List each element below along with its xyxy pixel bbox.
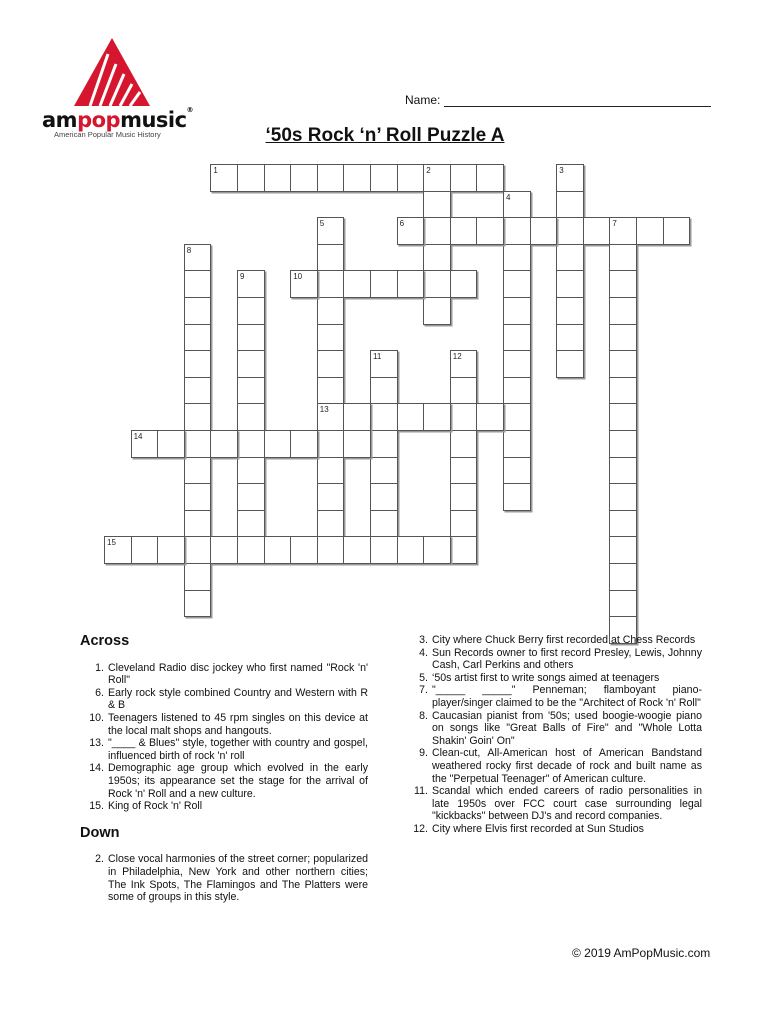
grid-cell[interactable]	[609, 590, 637, 618]
grid-cell[interactable]	[423, 403, 451, 431]
clue-across-1	[80, 662, 368, 687]
grid-cell[interactable]	[556, 191, 584, 219]
grid-cell-number: 10	[293, 272, 303, 282]
clue-text: Cleveland Radio disc jockey who first named "Rock 'n' Roll"	[108, 661, 368, 687]
grid-cell[interactable]	[503, 403, 531, 431]
grid-cell[interactable]	[397, 164, 425, 192]
grid-cell[interactable]	[450, 377, 478, 405]
grid-cell[interactable]	[503, 191, 531, 219]
clue-text: King of Rock 'n' Roll	[108, 800, 203, 813]
grid-cell[interactable]	[237, 403, 265, 431]
grid-cell-number: 4	[506, 192, 511, 202]
grid-cell[interactable]	[476, 217, 504, 245]
grid-cell[interactable]	[317, 510, 345, 538]
grid-cell[interactable]	[184, 563, 212, 591]
grid-cell[interactable]	[503, 377, 531, 405]
clue-text: City where Elvis first recorded at Sun Studios	[432, 822, 644, 835]
grid-cell[interactable]	[237, 536, 265, 564]
clue-number: 9.	[419, 747, 428, 760]
grid-cell[interactable]	[317, 457, 345, 485]
clue-down-11	[404, 785, 702, 823]
grid-cell[interactable]	[583, 217, 611, 245]
grid-cell[interactable]	[290, 536, 318, 564]
clue-number: 12.	[413, 822, 428, 835]
grid-cell-number: 11	[373, 352, 382, 362]
grid-cell-number: 9	[240, 272, 245, 282]
grid-cell[interactable]	[237, 270, 265, 298]
grid-cell[interactable]	[184, 403, 212, 431]
grid-cell[interactable]	[503, 457, 531, 485]
grid-cell[interactable]	[184, 590, 212, 618]
grid-cell[interactable]	[503, 350, 531, 378]
down-clue-list-part2	[404, 634, 702, 836]
grid-cell[interactable]	[609, 297, 637, 325]
grid-cell-number: 14	[133, 432, 143, 441]
grid-cell[interactable]	[503, 324, 531, 352]
grid-cell[interactable]	[450, 457, 478, 485]
grid-cell[interactable]	[556, 324, 584, 352]
grid-cell[interactable]	[450, 270, 478, 298]
grid-cell[interactable]	[317, 350, 345, 378]
grid-cell-number: 13	[319, 405, 329, 415]
clue-number: 7.	[419, 684, 428, 697]
grid-cell[interactable]	[556, 164, 584, 192]
grid-cell[interactable]	[397, 217, 425, 245]
grid-cell[interactable]	[343, 403, 371, 431]
grid-cell-number: 12	[452, 352, 462, 362]
clue-number: 15.	[89, 800, 104, 813]
grid-cell[interactable]	[210, 430, 238, 458]
clue-number: 8.	[419, 709, 428, 722]
clue-down-9	[404, 747, 702, 785]
grid-cell[interactable]	[423, 164, 451, 192]
grid-cell[interactable]	[397, 403, 425, 431]
grid-cell[interactable]	[237, 510, 265, 538]
grid-cell[interactable]	[397, 536, 425, 564]
grid-cell[interactable]	[131, 430, 159, 458]
clue-text: Scandal which ended careers of radio personalities in late 1950s over FCC court case surrounding legal "kickbacks" between DJ's and record companies.	[432, 785, 702, 823]
grid-cell[interactable]	[210, 536, 238, 564]
name-label: Name:	[405, 93, 441, 107]
grid-cell[interactable]	[237, 297, 265, 325]
grid-cell[interactable]	[556, 217, 584, 245]
grid-cell[interactable]	[423, 244, 451, 272]
grid-cell[interactable]	[290, 270, 318, 298]
grid-cell-number: 15	[107, 538, 116, 548]
grid-cell[interactable]	[317, 297, 345, 325]
clue-number: 11.	[414, 785, 428, 798]
grid-cell[interactable]	[184, 244, 212, 272]
clue-text: Early rock style combined Country and Western with R & B	[108, 686, 368, 712]
copyright-notice: © 2019 AmPopMusic.com	[572, 946, 711, 960]
grid-cell[interactable]	[503, 483, 531, 511]
grid-cell[interactable]	[609, 324, 637, 352]
grid-cell[interactable]	[264, 536, 292, 564]
grid-cell[interactable]	[237, 457, 265, 485]
grid-cell[interactable]	[503, 217, 531, 245]
grid-cell[interactable]	[157, 536, 185, 564]
grid-cell[interactable]	[609, 483, 637, 511]
clue-number: 5.	[419, 671, 428, 684]
grid-cell[interactable]	[609, 536, 637, 564]
grid-cell[interactable]	[343, 536, 371, 564]
grid-cell[interactable]	[423, 536, 451, 564]
grid-cell[interactable]	[423, 191, 451, 219]
clue-number: 1.	[95, 661, 104, 674]
grid-cell[interactable]	[290, 430, 318, 458]
grid-cell[interactable]	[184, 377, 212, 405]
grid-cell[interactable]	[343, 164, 371, 192]
grid-cell[interactable]	[636, 217, 664, 245]
grid-cell[interactable]	[237, 430, 265, 458]
grid-cell[interactable]	[370, 510, 398, 538]
grid-cell[interactable]	[343, 430, 371, 458]
grid-cell[interactable]	[609, 563, 637, 591]
grid-cell[interactable]	[184, 483, 212, 511]
grid-cell[interactable]	[237, 377, 265, 405]
grid-cell[interactable]	[609, 510, 637, 538]
grid-cell[interactable]	[317, 244, 345, 272]
grid-cell[interactable]	[503, 430, 531, 458]
clue-text: Close vocal harmonies of the street corner; popularized in Philadelphia, New York and other northern cities; The Ink Spots, The Flamingos and The Platters were some of groups in this style.	[108, 853, 368, 904]
clue-down-5	[404, 672, 702, 685]
grid-cell[interactable]	[184, 536, 212, 564]
grid-cell[interactable]	[237, 164, 265, 192]
grid-cell[interactable]	[317, 217, 345, 245]
clue-across-6	[80, 687, 368, 712]
grid-cell[interactable]	[237, 483, 265, 511]
grid-cell[interactable]	[609, 457, 637, 485]
clue-text: "_____ _____" Penneman; flamboyant piano-player/singer claimed to be the "Architect of Rock 'n' Roll"	[432, 684, 702, 709]
grid-cell[interactable]	[184, 270, 212, 298]
grid-cell[interactable]	[157, 430, 185, 458]
clue-text: Demographic age group which evolved in the early 1950s; its appearance set the stage for the arrival of Rock 'n' Roll and a new culture.	[108, 762, 368, 800]
clue-text: "____ & Blues" style, together with country and gospel, influenced birth of rock 'n' roll	[108, 737, 368, 762]
grid-cell[interactable]	[264, 164, 292, 192]
grid-cell[interactable]	[423, 270, 451, 298]
grid-cell[interactable]	[184, 457, 212, 485]
grid-cell[interactable]	[450, 403, 478, 431]
grid-cell[interactable]	[450, 510, 478, 538]
grid-cell[interactable]	[397, 270, 425, 298]
grid-cell[interactable]	[450, 430, 478, 458]
grid-cell[interactable]	[184, 297, 212, 325]
clue-number: 2.	[95, 853, 104, 866]
grid-cell[interactable]	[317, 536, 345, 564]
clue-down-4	[404, 647, 702, 672]
clue-text: ‘50s artist first to write songs aimed at teenagers	[432, 671, 660, 684]
grid-cell[interactable]	[450, 164, 478, 192]
grid-cell[interactable]	[210, 164, 238, 192]
grid-cell[interactable]	[476, 164, 504, 192]
grid-cell-number: 8	[186, 245, 192, 255]
grid-cell[interactable]	[503, 297, 531, 325]
grid-cell[interactable]	[237, 350, 265, 378]
clue-text: Teenagers listened to 45 rpm singles on this device at the local malt shops and hangouts.	[108, 711, 368, 737]
grid-cell[interactable]	[317, 403, 345, 431]
grid-cell[interactable]	[104, 536, 132, 564]
grid-cell[interactable]	[184, 510, 212, 538]
grid-cell-number: 3	[559, 166, 564, 175]
clue-number: 13.	[89, 737, 104, 750]
grid-cell[interactable]	[184, 324, 212, 352]
grid-cell[interactable]	[609, 270, 637, 298]
across-clue-list	[80, 662, 368, 813]
grid-cell[interactable]	[184, 430, 212, 458]
logo-tagline: American Popular Music History	[54, 130, 161, 139]
grid-cell[interactable]	[450, 483, 478, 511]
clue-number: 4.	[419, 646, 428, 659]
clue-across-10	[80, 712, 368, 737]
clue-number: 3.	[419, 634, 428, 646]
grid-cell[interactable]	[476, 403, 504, 431]
grid-cell[interactable]	[131, 536, 159, 564]
across-heading: Across	[80, 633, 130, 649]
grid-cell[interactable]	[370, 403, 398, 431]
grid-cell-number: 1	[213, 166, 218, 175]
grid-cell[interactable]	[450, 350, 478, 378]
grid-cell[interactable]	[370, 483, 398, 511]
clue-down-2	[80, 853, 368, 903]
grid-cell-number: 2	[426, 166, 431, 175]
clue-number: 10.	[89, 711, 104, 724]
grid-cell-number: 7	[612, 219, 617, 229]
grid-cell[interactable]	[317, 430, 345, 458]
logo-wordmark: ampopmusic®	[42, 106, 194, 132]
grid-cell[interactable]	[423, 217, 451, 245]
clue-down-3	[404, 634, 702, 647]
grid-cell[interactable]	[370, 430, 398, 458]
grid-cell[interactable]	[370, 536, 398, 564]
grid-cell[interactable]	[317, 270, 345, 298]
clue-across-13	[80, 737, 368, 762]
grid-cell[interactable]	[503, 270, 531, 298]
grid-cell[interactable]	[317, 324, 345, 352]
clue-number: 14.	[89, 762, 104, 775]
clue-across-15	[80, 800, 368, 813]
grid-cell[interactable]	[556, 244, 584, 272]
clue-across-14	[80, 762, 368, 800]
grid-cell[interactable]	[609, 350, 637, 378]
clue-text: Clean-cut, All-American host of American Bandstand weathered rocky first decade of rock and built name as the "Perpetual Teenager" of American culture.	[432, 747, 702, 785]
grid-cell[interactable]	[609, 403, 637, 431]
down-heading: Down	[80, 824, 120, 841]
grid-cell[interactable]	[370, 270, 398, 298]
grid-cell[interactable]	[450, 536, 478, 564]
grid-cell[interactable]	[370, 350, 398, 378]
grid-cell[interactable]	[609, 217, 637, 245]
grid-cell[interactable]	[556, 350, 584, 378]
grid-cell[interactable]	[290, 164, 318, 192]
grid-cell[interactable]	[556, 297, 584, 325]
across-section	[80, 635, 368, 904]
grid-cell[interactable]	[237, 324, 265, 352]
clue-down-7	[404, 684, 702, 709]
clue-down-12	[404, 823, 702, 836]
grid-cell[interactable]	[343, 270, 371, 298]
grid-cell[interactable]	[663, 217, 691, 245]
grid-cell[interactable]	[609, 377, 637, 405]
grid-cell[interactable]	[556, 270, 584, 298]
grid-cell[interactable]	[370, 377, 398, 405]
grid-cell[interactable]	[264, 430, 292, 458]
puzzle-title: ‘50s Rock ‘n’ Roll Puzzle A	[265, 125, 505, 146]
clue-text: Caucasian pianist from '50s; used boogie-woogie piano on songs like "Great Balls of Fire" and "Whole Lotta Shakin' Goin' On"	[432, 709, 702, 747]
clue-down-8	[404, 710, 702, 748]
grid-cell[interactable]	[317, 377, 345, 405]
down-clue-list-part1	[80, 853, 368, 903]
grid-cell[interactable]	[317, 483, 345, 511]
grid-cell[interactable]	[184, 350, 212, 378]
grid-cell[interactable]	[503, 244, 531, 272]
grid-cell[interactable]	[450, 217, 478, 245]
grid-cell[interactable]	[609, 430, 637, 458]
grid-cell[interactable]	[370, 457, 398, 485]
grid-cell[interactable]	[609, 244, 637, 272]
grid-cell[interactable]	[370, 164, 398, 192]
grid-cell-number: 6	[399, 219, 405, 229]
grid-cell-number: 5	[319, 219, 325, 229]
grid-cell[interactable]	[423, 297, 451, 325]
grid-cell[interactable]	[530, 217, 558, 245]
clue-text: Sun Records owner to first record Presley, Lewis, Johnny Cash, Carl Perkins and others	[432, 646, 702, 672]
clue-text: City where Chuck Berry first recorded at Chess Records	[432, 634, 696, 646]
clue-number: 6.	[95, 686, 104, 699]
grid-cell[interactable]	[317, 164, 345, 192]
